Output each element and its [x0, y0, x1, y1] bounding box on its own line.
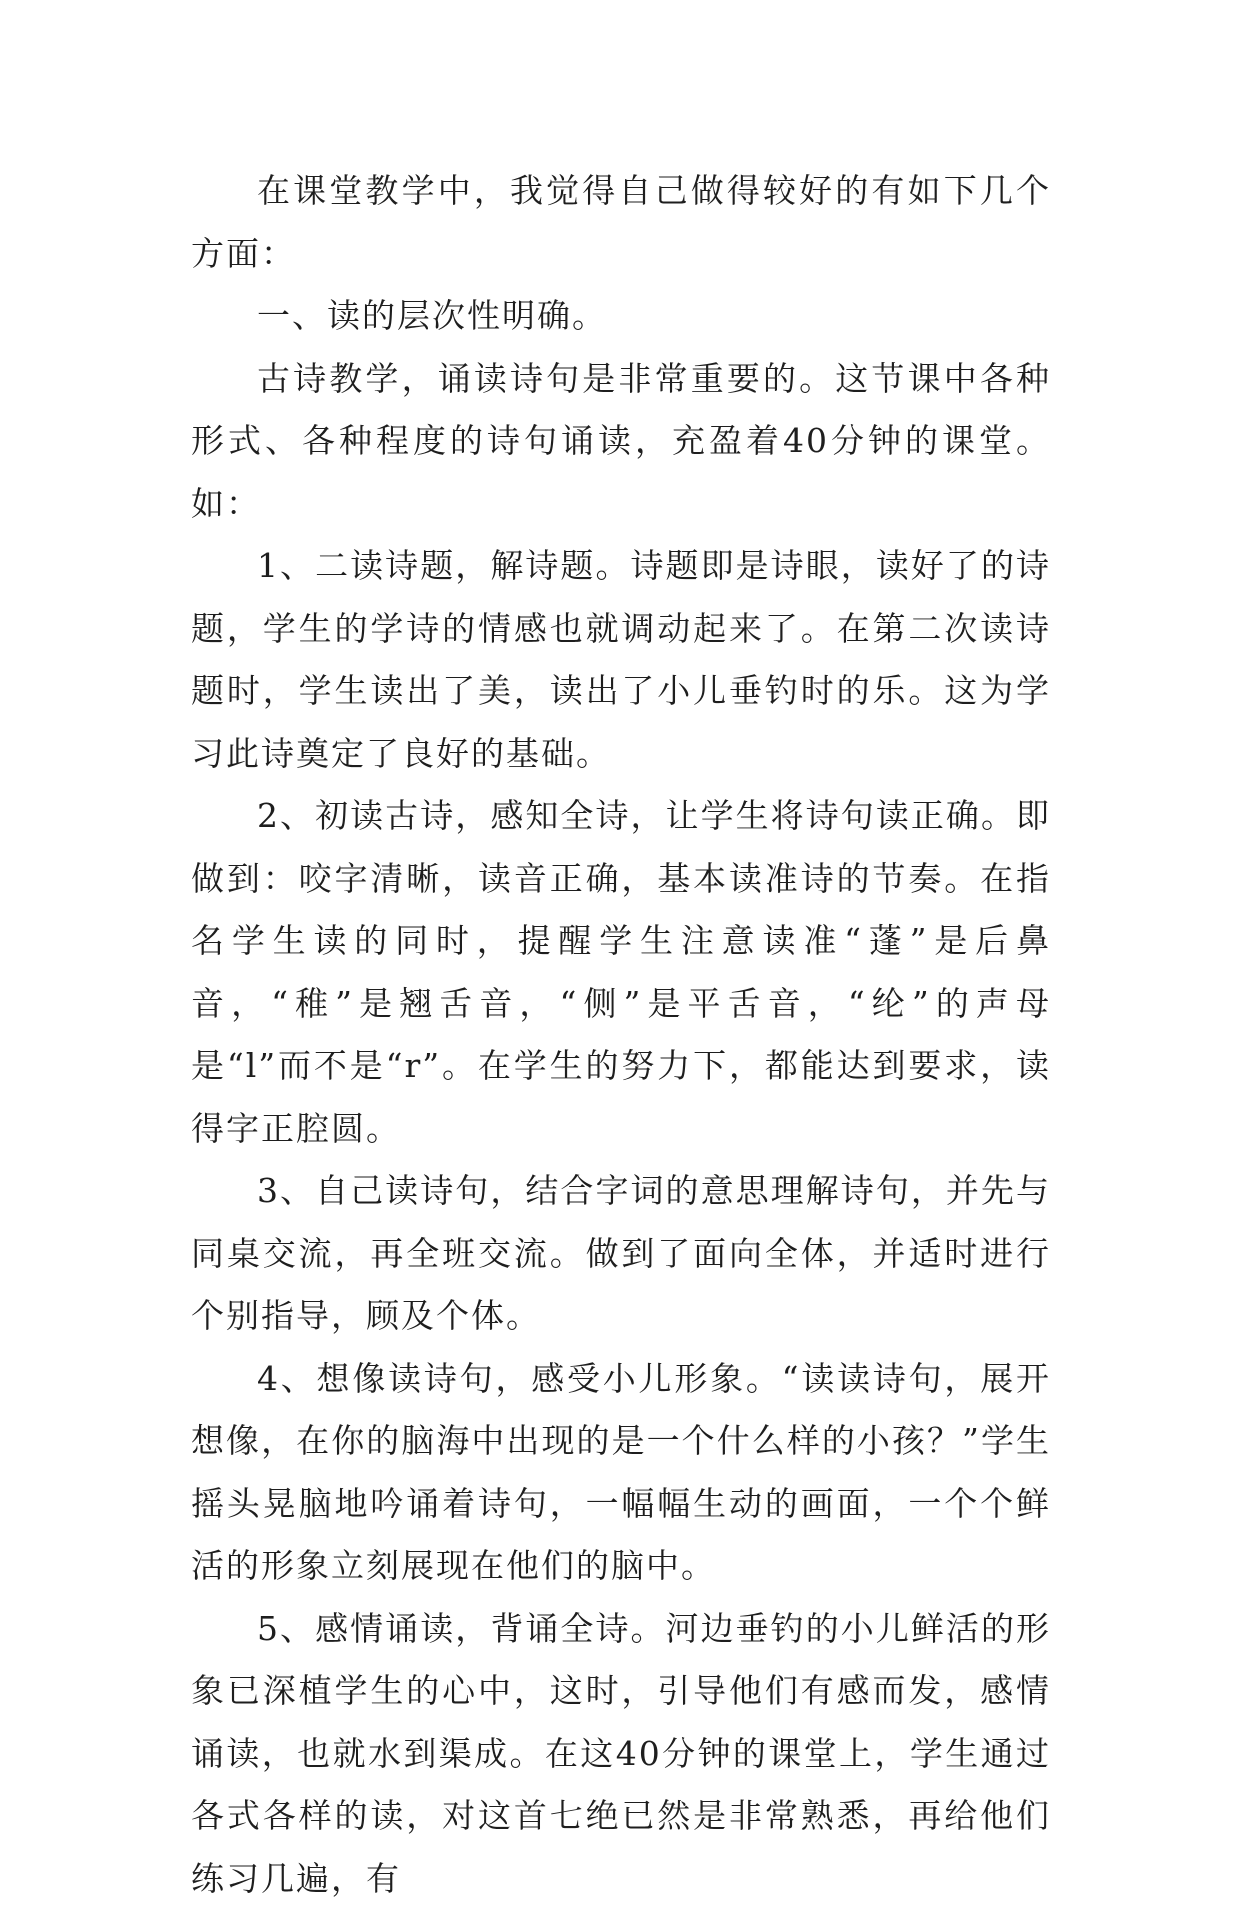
- list-item-1: 1、二读诗题，解诗题。诗题即是诗眼，读好了的诗题，学生的学诗的情感也就调动起来了。在第二次读诗题时，学生读出了美，读出了小儿垂钓时的乐。这为学习此诗奠定了良好的基础。: [191, 535, 1051, 785]
- list-item-3: 3、自己读诗句，结合字词的意思理解诗句，并先与同桌交流，再全班交流。做到了面向全体，并适时进行个别指导，顾及个体。: [191, 1160, 1051, 1348]
- list-item-2: 2、初读古诗，感知全诗，让学生将诗句读正确。即做到：咬字清晰，读音正确，基本读准诗的节奏。在指名学生读的同时，提醒学生注意读准“蓬”是后鼻音，“稚”是翘舌音，“侧”是平舌音，“纶”的声母是“l”而不是“r”。在学生的努力下，都能达到要求，读得字正腔圆。: [191, 785, 1051, 1160]
- intro-paragraph: 在课堂教学中，我觉得自己做得较好的有如下几个方面：: [191, 160, 1051, 285]
- list-item-5: 5、感情诵读，背诵全诗。河边垂钓的小儿鲜活的形象已深植学生的心中，这时，引导他们有感而发，感情诵读，也就水到渠成。在这40分钟的课堂上，学生通过各式各样的读，对这首七绝已然是非常熟悉，再给他们练习几遍，有: [191, 1598, 1051, 1910]
- body-paragraph: 古诗教学，诵读诗句是非常重要的。这节课中各种形式、各种程度的诗句诵读，充盈着40分钟的课堂。如：: [191, 348, 1051, 536]
- document-page: [191, 160, 1051, 1910]
- section-heading: 一、读的层次性明确。: [191, 285, 1051, 348]
- list-item-4: 4、想像读诗句，感受小儿形象。“读读诗句，展开想像，在你的脑海中出现的是一个什么样的小孩？”学生摇头晃脑地吟诵着诗句，一幅幅生动的画面，一个个鲜活的形象立刻展现在他们的脑中。: [191, 1348, 1051, 1598]
